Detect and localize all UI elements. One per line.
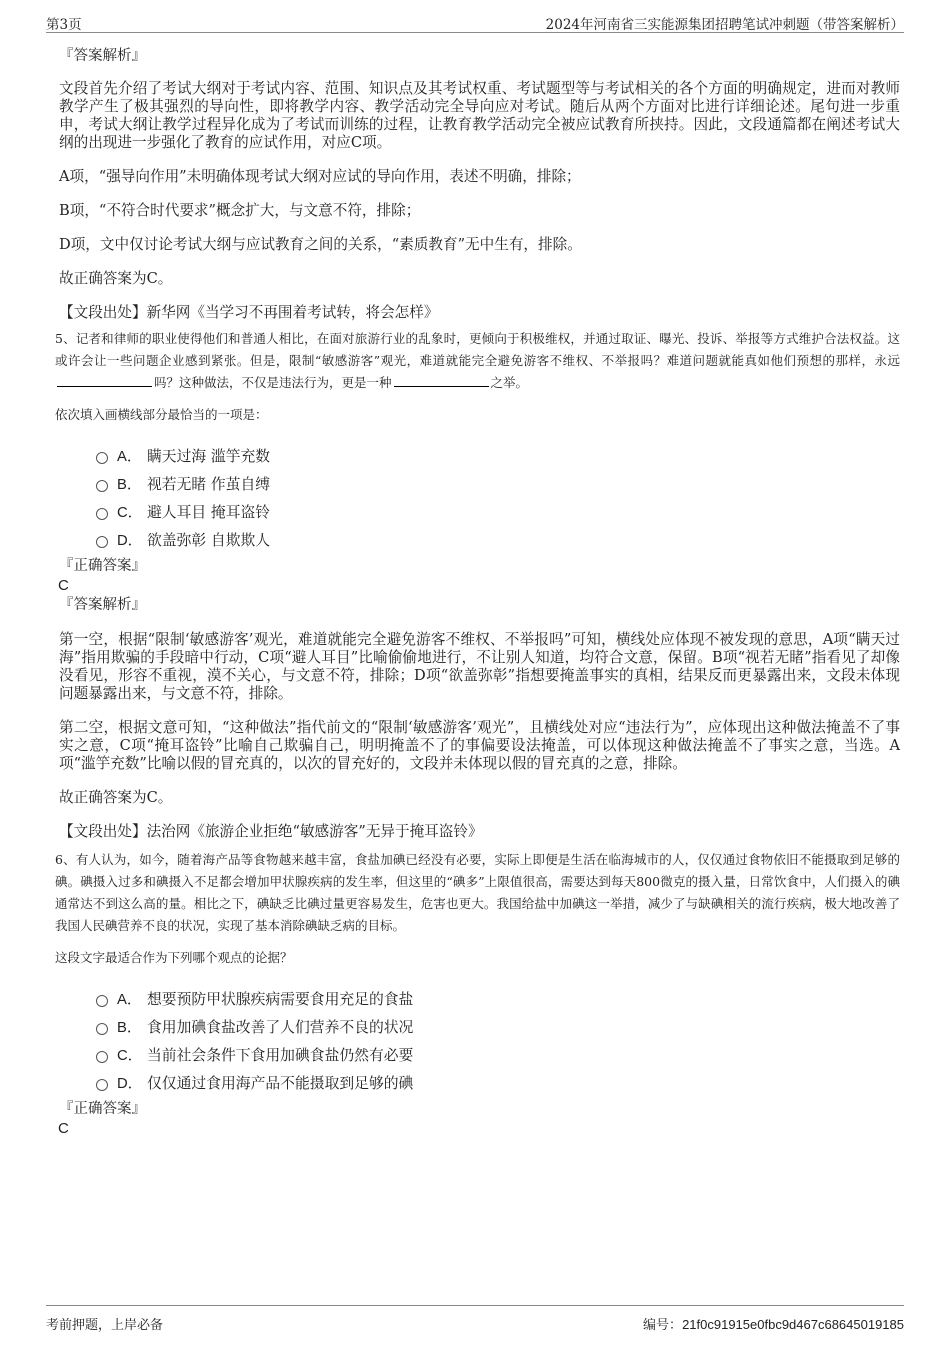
q4-analysis-label: 『答案解析』 — [59, 48, 146, 64]
option-text: 想要预防甲状腺疾病需要食用充足的食盐 — [147, 991, 414, 1008]
option-text: 仅仅通过食用海产品不能摄取到足够的碘 — [147, 1075, 414, 1092]
page-number: 第3页 — [46, 17, 82, 33]
radio-icon[interactable] — [96, 1051, 108, 1063]
option-label: A． — [117, 992, 142, 1008]
option-label: D． — [117, 1076, 143, 1092]
option-label: A． — [117, 449, 142, 465]
q5-option-c[interactable] — [93, 498, 900, 526]
option-label: C． — [117, 505, 143, 521]
q5-answer: C — [58, 577, 69, 594]
option-label: D． — [117, 533, 143, 549]
q4-source: 【文段出处】新华网《当学习不再围着考试转，将会怎样》 — [59, 304, 439, 321]
q4-analysis-paragraph: D项，文中仅讨论考试大纲与应试教育之间的关系，“素质教育”无中生有，排除。 — [59, 236, 582, 253]
page-header — [0, 0, 950, 34]
q5-options — [93, 442, 900, 554]
q5-option-b[interactable] — [93, 470, 900, 498]
q5-analysis-paragraph: 第二空，根据文意可知，“这种做法”指代前文的“限制‘敏感游客’观光”，且横线处对应“违法行为”，应体现出这种做法掩盖不了事实之意，C项“掩耳盗铃”比喻自己欺骗自己，明明掩盖不了的事偏要设法掩盖，可以体现这种做法掩盖不了事实之意，当选。A项“滥竽充数”比喻以假的冒充真的，以次的冒充好的，文段并未体现以假的冒充真的之意，排除。 — [59, 719, 900, 772]
q5-stem-part: 5、记者和律师的职业使得他们和普通人相比，在面对旅游行业的乱象时，更倾向于积极维权，并通过取证、曝光、投诉、举报等方式维护合法权益。这或许会让一些问题企业感到紧张。但是，限制“敏感游客”观光，难道就能完全避免游客不维权、不举报吗？难道问题就能真如他们预想的那样，永远 — [55, 331, 900, 368]
option-label: B． — [117, 1020, 142, 1036]
option-text: 视若无睹 作茧自缚 — [147, 476, 271, 493]
q5-source: 【文段出处】法治网《旅游企业拒绝“敏感游客”无异于掩耳盗铃》 — [59, 823, 483, 840]
q5-option-d[interactable] — [93, 526, 900, 554]
page-footer — [0, 1305, 950, 1335]
q6-prompt: 这段文字最适合作为下列哪个观点的论据？ — [55, 950, 293, 965]
option-text: 当前社会条件下食用加碘食盐仍然有必要 — [147, 1047, 414, 1064]
q6-option-b[interactable] — [93, 1013, 900, 1041]
q5-analysis-label: 『答案解析』 — [59, 597, 146, 613]
code-label: 编号： — [643, 1318, 683, 1333]
q5-analysis-paragraph: 第一空，根据“限制‘敏感游客’观光，难道就能完全避免游客不维权、不举报吗”可知，横线处应体现不被发现的意思，A项“瞒天过海”指用欺骗的手段暗中行动，C项“避人耳目”比喻偷偷地进行，不让别人知道，均符合文意，保留。B项“视若无睹”指看见了却像没看见，形容不重视，漠不关心，与文意不符，排除；D项“欲盖弥彰”指想要掩盖事实的真相，结果反而更暴露出来，文段未体现问题暴露出来，与文意不符，排除。 — [59, 631, 900, 702]
document-title: 2024年河南省三实能源集团招聘笔试冲刺题（带答案解析） — [545, 17, 904, 33]
option-text: 欲盖弥彰 自欺欺人 — [147, 532, 271, 549]
option-label: C． — [117, 1048, 143, 1064]
radio-icon[interactable] — [96, 995, 108, 1007]
radio-icon[interactable] — [96, 536, 108, 548]
q6-answer: C — [58, 1120, 69, 1137]
q5-stem-part: 吗？这种做法，不仅是违法行为，更是一种 — [154, 375, 392, 390]
q4-analysis-paragraph: 文段首先介绍了考试大纲对于考试内容、范围、知识点及其考试权重、考试题型等与考试相关的各个方面的明确规定，进而对教师教学产生了极其强烈的导向性，即将教学内容、教学活动完全导向应对考试。随后从两个方面对比进行详细论述。尾句进一步重申，考试大纲让教学过程异化成为了考试而训练的过程，让教育教学活动完全被应试教育所挟持。因此，文段通篇都在阐述考试大纲的出现进一步强化了教育的应试作用，对应C项。 — [59, 80, 900, 151]
q6-options — [93, 985, 900, 1097]
code-value: 21f0c91915e0fbc9d467c68645019185 — [682, 1317, 904, 1332]
q4-analysis-paragraph: A项，“强导向作用”未明确体现考试大纲对应试的导向作用，表述不明确，排除； — [59, 168, 581, 185]
q6-option-c[interactable] — [93, 1041, 900, 1069]
radio-icon[interactable] — [96, 1023, 108, 1035]
option-text: 瞒天过海 滥竽充数 — [147, 448, 271, 465]
q6-stem: 6、有人认为，如今，随着海产品等食物越来越丰富，食盐加碘已经没有必要，实际上即便是生活在临海城市的人，仅仅通过食物依旧不能摄取到足够的碘。碘摄入过多和碘摄入不足都会增加甲状腺疾病的发生率，但这里的“碘多”上限值很高，需要达到每天800微克的摄入量，日常饮食中，人们摄入的碘通常达不到这么高的量。相比之下，碘缺乏比碘过量更容易发生，危害也更大。我国给盐中加碘这一举措，减少了与缺碘相关的流行疾病，极大地改善了我国人民碘营养不良的状况，实现了基本消除碘缺乏病的目标。 — [55, 852, 900, 933]
q5-prompt: 依次填入画横线部分最恰当的一项是： — [55, 407, 268, 422]
q4-analysis-paragraph: B项，“不符合时代要求”概念扩大，与文意不符，排除； — [59, 202, 421, 219]
radio-icon[interactable] — [96, 508, 108, 520]
document-code — [643, 1314, 904, 1333]
footer-slogan: 考前押题，上岸必备 — [46, 1318, 164, 1333]
option-text: 食用加碘食盐改善了人们营养不良的状况 — [147, 1019, 414, 1036]
radio-icon[interactable] — [96, 480, 108, 492]
fill-blank — [57, 374, 152, 387]
q5-answer-label: 『正确答案』 — [59, 558, 146, 574]
radio-icon[interactable] — [96, 1079, 108, 1091]
q6-option-a[interactable] — [93, 985, 900, 1013]
fill-blank — [394, 374, 489, 387]
header-divider — [46, 32, 904, 33]
document-body — [55, 44, 900, 1138]
q5-option-a[interactable] — [93, 442, 900, 470]
footer-divider — [46, 1305, 904, 1306]
option-text: 避人耳目 掩耳盗铃 — [147, 504, 271, 521]
radio-icon[interactable] — [96, 452, 108, 464]
q6-answer-label: 『正确答案』 — [59, 1101, 146, 1117]
q4-analysis-paragraph: 故正确答案为C。 — [59, 270, 173, 287]
option-label: B． — [117, 477, 142, 493]
q5-stem — [55, 328, 900, 394]
q5-stem-part: 之举。 — [490, 375, 529, 390]
q5-analysis-paragraph: 故正确答案为C。 — [59, 789, 173, 806]
q6-option-d[interactable] — [93, 1069, 900, 1097]
